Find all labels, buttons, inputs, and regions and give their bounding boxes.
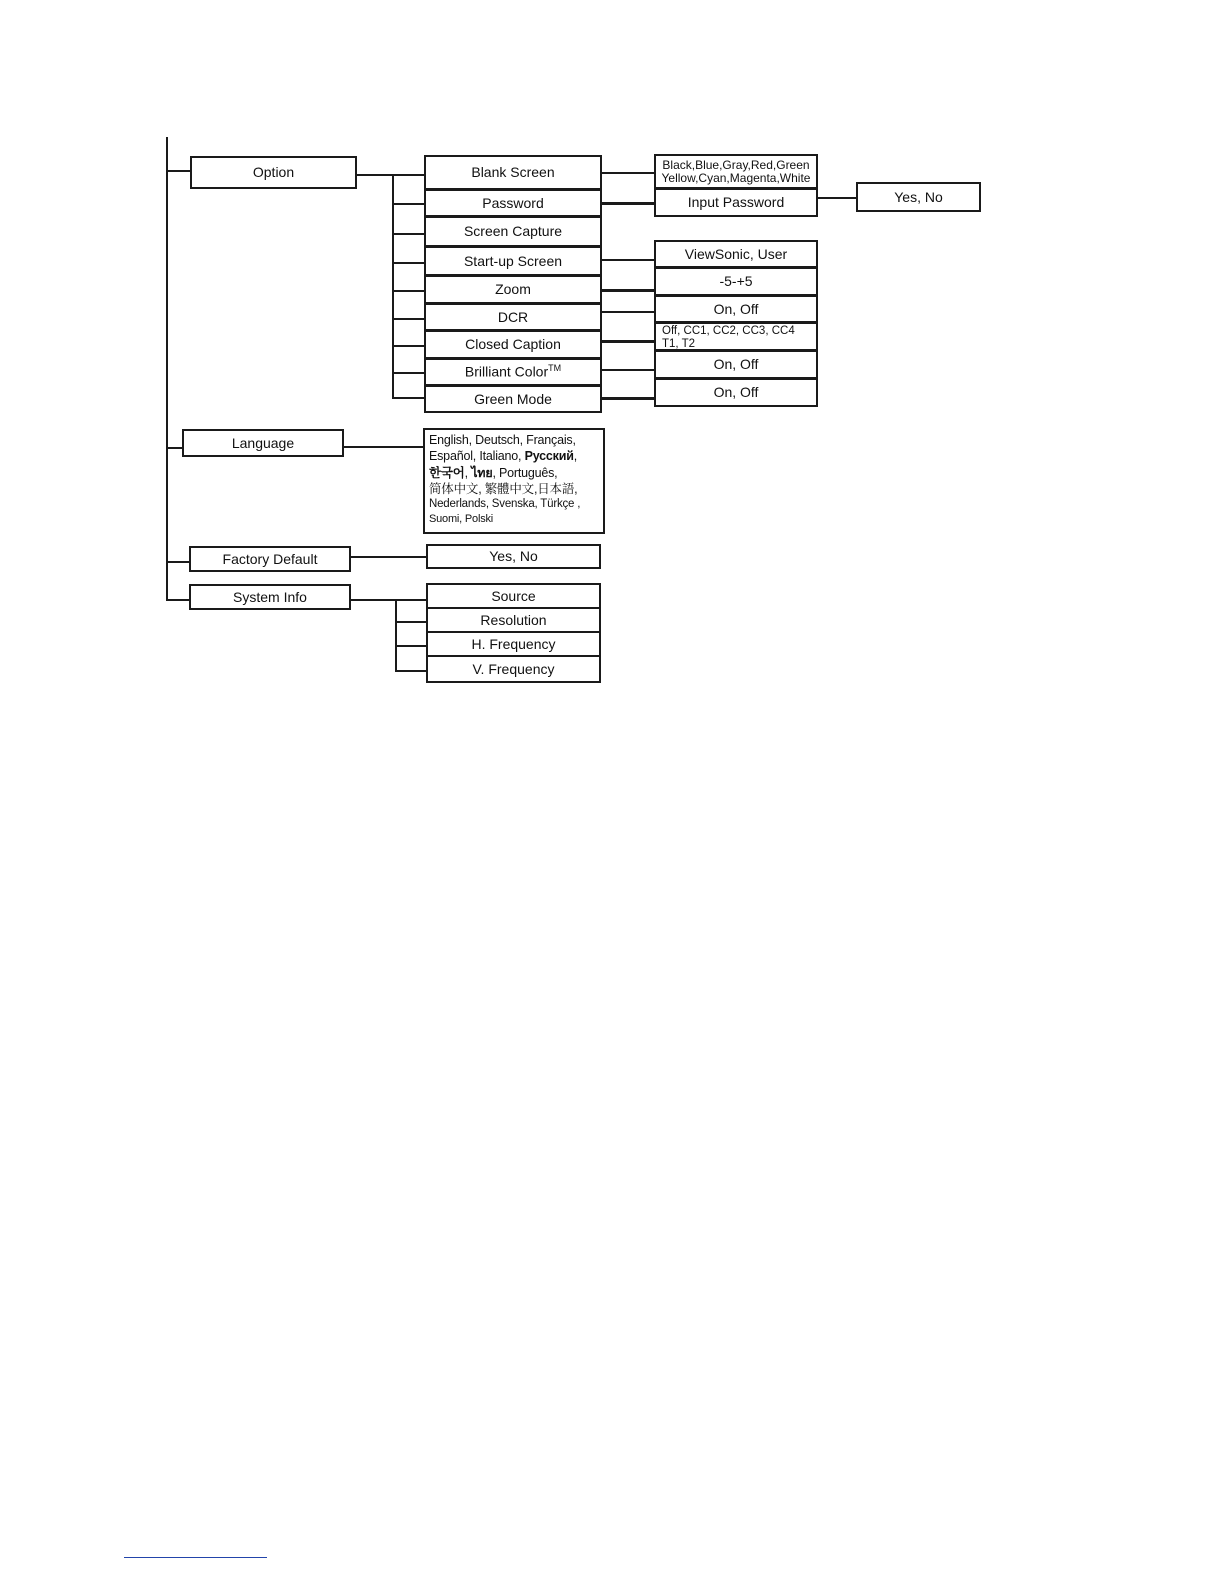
- value-conn-zoom: [600, 289, 654, 292]
- value-language-list[interactable]: [423, 428, 605, 534]
- footnote-rule: [124, 1557, 267, 1558]
- system-info-item-source[interactable]: [426, 583, 601, 609]
- option-item-blank-screen[interactable]: [424, 155, 602, 190]
- language-line-1: English, Deutsch, Français,: [429, 433, 576, 447]
- value-dcr[interactable]: [654, 295, 818, 323]
- branch-screen-capture: [392, 233, 424, 235]
- value-conn-brilliant-color: [600, 369, 654, 371]
- dcr-value: On, Off: [713, 300, 759, 317]
- branch-resolution: [395, 621, 426, 623]
- h-frequency-label: H. Frequency: [471, 635, 556, 652]
- menu-factory-default-label: Factory Default: [222, 550, 318, 567]
- branch-startup-screen: [392, 262, 424, 264]
- branch-green-mode: [392, 397, 424, 399]
- value-factory-default[interactable]: [426, 544, 601, 569]
- connector-option-to-sub: [356, 174, 424, 176]
- menu-system-info-label: System Info: [233, 588, 307, 605]
- brilliant-color-label: [465, 364, 561, 379]
- branch-h-frequency: [395, 645, 426, 647]
- option-item-password[interactable]: [424, 189, 602, 217]
- value-conn-blank-screen: [600, 172, 654, 174]
- value-brilliant-color[interactable]: [654, 350, 818, 379]
- option-item-brilliant-color[interactable]: [424, 358, 602, 386]
- brilliant-color-value: On, Off: [713, 356, 759, 373]
- value-password-confirm[interactable]: [856, 182, 981, 212]
- value-conn-language: [343, 446, 424, 448]
- menu-language-label: Language: [231, 434, 295, 451]
- screen-capture-label: Screen Capture: [463, 223, 563, 240]
- option-item-green-mode[interactable]: [424, 385, 602, 413]
- value-startup-screen[interactable]: [654, 240, 818, 268]
- language-line-3: [429, 465, 599, 481]
- startup-screen-label: Start-up Screen: [463, 252, 563, 269]
- option-item-zoom[interactable]: [424, 275, 602, 304]
- value-zoom-range[interactable]: [654, 267, 818, 296]
- option-item-closed-caption[interactable]: [424, 330, 602, 359]
- connector-system-info-to-sub: [350, 599, 426, 601]
- connector-factory-default: [166, 561, 190, 563]
- brilliant-color-text: Brilliant Color: [464, 363, 549, 380]
- green-mode-label: Green Mode: [474, 390, 552, 407]
- closed-caption-value-line2: T1, T2: [662, 338, 696, 351]
- language-line-3-d: , Português,: [492, 465, 558, 480]
- value-green-mode[interactable]: [654, 378, 818, 407]
- blank-screen-label: Blank Screen: [471, 164, 555, 181]
- value-input-password[interactable]: [654, 188, 818, 217]
- closed-caption-value-line1: Off, CC1, CC2, CC3, CC4: [662, 325, 795, 337]
- language-russian: Русский: [524, 449, 574, 464]
- system-info-item-h-frequency[interactable]: [426, 631, 601, 657]
- main-trunk-line: [166, 137, 168, 601]
- branch-brilliant-color: [392, 372, 424, 374]
- input-password-label: Input Password: [687, 194, 785, 211]
- closed-caption-label: Closed Caption: [465, 336, 561, 353]
- branch-zoom: [392, 290, 424, 292]
- option-item-screen-capture[interactable]: [424, 216, 602, 247]
- value-conn-factory-default: [350, 556, 426, 558]
- language-line-2-a: Español, Italiano,: [429, 449, 525, 464]
- branch-closed-caption: [392, 345, 424, 347]
- language-line-2-c: ,: [573, 449, 577, 464]
- startup-screen-value: ViewSonic, User: [684, 245, 788, 262]
- v-frequency-label: V. Frequency: [472, 660, 555, 677]
- option-sub-trunk: [392, 174, 394, 398]
- menu-language[interactable]: [182, 429, 344, 457]
- trademark-mark: TM: [548, 363, 562, 374]
- password-confirm-label: Yes, No: [894, 188, 943, 205]
- menu-factory-default[interactable]: [189, 546, 351, 572]
- connector-option: [166, 170, 191, 172]
- branch-password: [392, 203, 424, 205]
- system-info-sub-trunk: [395, 599, 397, 671]
- language-line-6: Suomi, Polski: [429, 512, 494, 525]
- value-conn-password: [600, 202, 654, 205]
- language-line-5: Nederlands, Svenska, Türkçe ,: [429, 498, 581, 510]
- value-conn-startup-screen: [600, 259, 654, 261]
- value-conn-dcr: [600, 311, 654, 313]
- language-line-4: 简体中文, 繁體中文,日本語,: [429, 481, 578, 496]
- value-conn-green-mode: [600, 397, 654, 400]
- connector-language: [166, 447, 183, 449]
- zoom-label: Zoom: [495, 281, 531, 298]
- menu-option-label: Option: [252, 164, 295, 181]
- value-conn-input-password: [817, 197, 856, 199]
- factory-default-value: Yes, No: [489, 548, 538, 565]
- password-label: Password: [482, 194, 544, 211]
- blank-screen-colors-line2: Yellow,Cyan,Magenta,White: [661, 170, 811, 185]
- language-line-3-b: ,: [464, 465, 472, 480]
- value-conn-closed-caption: [600, 340, 654, 343]
- green-mode-value: On, Off: [713, 384, 759, 401]
- blank-screen-colors-line1: Black,Blue,Gray,Red,Green: [662, 157, 810, 172]
- value-closed-caption[interactable]: [654, 322, 818, 351]
- branch-dcr: [392, 318, 424, 320]
- value-blank-screen-colors[interactable]: [654, 154, 818, 189]
- branch-v-frequency: [395, 670, 426, 672]
- resolution-label: Resolution: [480, 611, 547, 628]
- option-item-dcr[interactable]: [424, 303, 602, 331]
- option-item-startup-screen[interactable]: [424, 246, 602, 276]
- language-korean: 한국어: [429, 465, 465, 480]
- language-thai: ไทย: [471, 465, 493, 480]
- connector-system-info: [166, 599, 190, 601]
- menu-option[interactable]: [190, 156, 357, 189]
- dcr-label: DCR: [497, 308, 529, 325]
- source-label: Source: [491, 587, 536, 604]
- menu-system-info[interactable]: [189, 584, 351, 610]
- system-info-item-resolution[interactable]: [426, 607, 601, 633]
- zoom-range-value: -5-+5: [719, 273, 753, 290]
- language-line-2: [429, 448, 599, 464]
- system-info-item-v-frequency[interactable]: [426, 655, 601, 683]
